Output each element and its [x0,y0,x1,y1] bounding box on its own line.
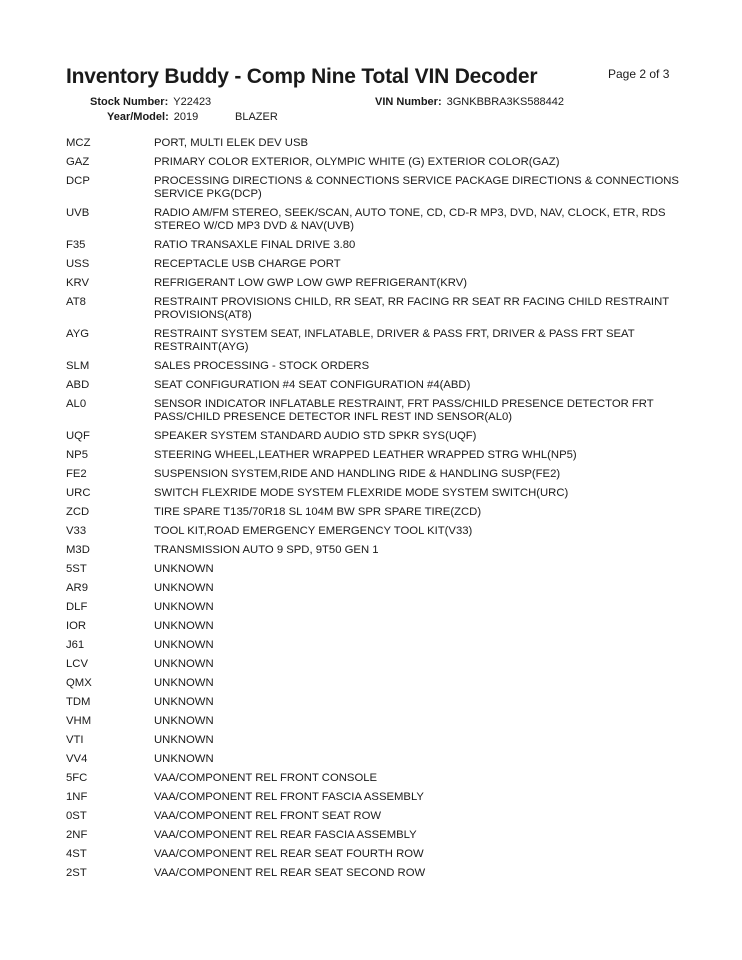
option-code: 0ST [66,810,87,822]
option-row [66,503,696,522]
option-description: UNKNOWN [154,696,214,708]
option-code: 5ST [66,563,87,575]
option-code: M3D [66,544,90,556]
option-row [66,655,696,674]
option-row [66,484,696,503]
option-code-list [66,134,696,883]
option-row [66,560,696,579]
option-description: SALES PROCESSING - STOCK ORDERS [154,360,370,372]
option-row [66,617,696,636]
option-description: TRANSMISSION AUTO 9 SPD, 9T50 GEN 1 [154,544,379,556]
option-code: ZCD [66,506,90,518]
option-description: PORT, MULTI ELEK DEV USB [154,137,309,149]
option-description: VAA/COMPONENT REL FRONT CONSOLE [154,772,378,784]
option-description: TIRE SPARE T135/70R18 SL 104M BW SPR SPARE TIRE(ZCD) [154,506,482,518]
option-description: REFRIGERANT LOW GWP LOW GWP REFRIGERANT(KRV) [154,277,467,289]
option-row [66,446,696,465]
option-code: VHM [66,715,92,727]
option-code: UVB [66,207,90,219]
option-code: DLF [66,601,88,613]
option-code: V33 [66,525,87,537]
option-description: UNKNOWN [154,639,214,651]
option-row [66,845,696,864]
stock-number-label: Stock Number: [90,96,169,108]
option-row [66,236,696,255]
option-description: STEERING WHEEL,LEATHER WRAPPED LEATHER WRAPPED STRG WHL(NP5) [154,449,577,461]
stock-number-field [90,96,211,108]
option-code: F35 [66,239,86,251]
option-description: VAA/COMPONENT REL REAR SEAT SECOND ROW [154,867,426,879]
option-code: FE2 [66,468,87,480]
option-description: PRIMARY COLOR EXTERIOR, OLYMPIC WHITE (G) EXTERIOR COLOR(GAZ) [154,156,560,168]
year-model-field [107,111,198,123]
option-row [66,807,696,826]
year-model-label: Year/Model: [107,111,169,123]
option-code: MCZ [66,137,91,149]
option-code: 4ST [66,848,87,860]
option-row [66,598,696,617]
option-description: RESTRAINT SYSTEM SEAT, INFLATABLE, DRIVER & PASS FRT, DRIVER & PASS FRT SEAT RESTRAINT(AYG) [154,328,635,353]
option-description: SUSPENSION SYSTEM,RIDE AND HANDLING RIDE & HANDLING SUSP(FE2) [154,468,561,480]
option-code: URC [66,487,91,499]
option-code: J61 [66,639,85,651]
option-row [66,693,696,712]
option-code: AL0 [66,398,87,410]
option-description: TOOL KIT,ROAD EMERGENCY EMERGENCY TOOL KIT(V33) [154,525,473,537]
option-row [66,826,696,845]
option-code: VV4 [66,753,88,765]
option-code: USS [66,258,90,270]
option-code: LCV [66,658,88,670]
option-row [66,395,696,427]
option-description: SWITCH FLEXRIDE MODE SYSTEM FLEXRIDE MODE SYSTEM SWITCH(URC) [154,487,569,499]
option-code: ABD [66,379,90,391]
stock-number-value: Y22423 [173,96,212,108]
option-row [66,325,696,357]
option-description: UNKNOWN [154,677,214,689]
option-description: SEAT CONFIGURATION #4 SEAT CONFIGURATION #4(ABD) [154,379,471,391]
option-row [66,788,696,807]
option-description: RESTRAINT PROVISIONS CHILD, RR SEAT, RR FACING RR SEAT RR FACING CHILD RESTRAINT PROVISIONS(AT8) [154,296,669,321]
option-code: AT8 [66,296,86,308]
option-description: VAA/COMPONENT REL REAR FASCIA ASSEMBLY [154,829,417,841]
option-description: UNKNOWN [154,563,214,575]
option-description: RECEPTACLE USB CHARGE PORT [154,258,341,270]
option-description: UNKNOWN [154,753,214,765]
option-row [66,636,696,655]
option-row [66,376,696,395]
option-row [66,731,696,750]
option-description: UNKNOWN [154,715,214,727]
vin-label: VIN Number: [375,96,442,108]
option-row [66,522,696,541]
option-row [66,769,696,788]
option-description: VAA/COMPONENT REL REAR SEAT FOURTH ROW [154,848,424,860]
option-description: SENSOR INDICATOR INFLATABLE RESTRAINT, FRT PASS/CHILD PRESENCE DETECTOR FRT PASS/CHILD PRESENCE DETECTOR INFL REST IND SENSOR(AL0) [154,398,654,423]
option-code: TDM [66,696,91,708]
option-row [66,357,696,376]
option-description: VAA/COMPONENT REL FRONT SEAT ROW [154,810,382,822]
option-row [66,541,696,560]
option-code: AR9 [66,582,88,594]
option-description: RADIO AM/FM STEREO, SEEK/SCAN, AUTO TONE, CD, CD-R MP3, DVD, NAV, CLOCK, ETR, RDS STEREO W/CD MP3 DVD & NAV(UVB) [154,207,666,232]
option-row [66,153,696,172]
option-code: IOR [66,620,87,632]
option-row [66,172,696,204]
option-description: UNKNOWN [154,582,214,594]
option-code: VTI [66,734,84,746]
option-row [66,255,696,274]
option-description: UNKNOWN [154,601,214,613]
option-code: UQF [66,430,90,442]
option-row [66,204,696,236]
option-row [66,465,696,484]
option-description: UNKNOWN [154,658,214,670]
option-description: UNKNOWN [154,620,214,632]
option-code: KRV [66,277,90,289]
option-description: VAA/COMPONENT REL FRONT FASCIA ASSEMBLY [154,791,424,803]
option-description: PROCESSING DIRECTIONS & CONNECTIONS SERVICE PACKAGE DIRECTIONS & CONNECTIONS SERVICE PKG(DCP) [154,175,679,200]
option-row [66,864,696,883]
option-row [66,712,696,731]
option-description: SPEAKER SYSTEM STANDARD AUDIO STD SPKR SYS(UQF) [154,430,477,442]
option-code: 5FC [66,772,88,784]
option-row [66,579,696,598]
vin-field [375,96,564,108]
option-code: DCP [66,175,90,187]
option-row [66,134,696,153]
option-row [66,750,696,769]
model-value: BLAZER [235,111,278,123]
option-code: QMX [66,677,92,689]
option-row [66,274,696,293]
option-code: 2NF [66,829,88,841]
vin-value: 3GNKBBRA3KS588442 [446,96,565,108]
option-row [66,674,696,693]
option-description: RATIO TRANSAXLE FINAL DRIVE 3.80 [154,239,356,251]
option-row [66,427,696,446]
option-code: AYG [66,328,90,340]
page-number: Page 2 of 3 [608,67,670,81]
option-code: 1NF [66,791,88,803]
option-code: NP5 [66,449,88,461]
option-code: 2ST [66,867,87,879]
report-title: Inventory Buddy - Comp Nine Total VIN Decoder [66,65,538,88]
option-code: SLM [66,360,90,372]
year-value: 2019 [173,111,199,123]
option-description: UNKNOWN [154,734,214,746]
option-code: GAZ [66,156,90,168]
option-row [66,293,696,325]
